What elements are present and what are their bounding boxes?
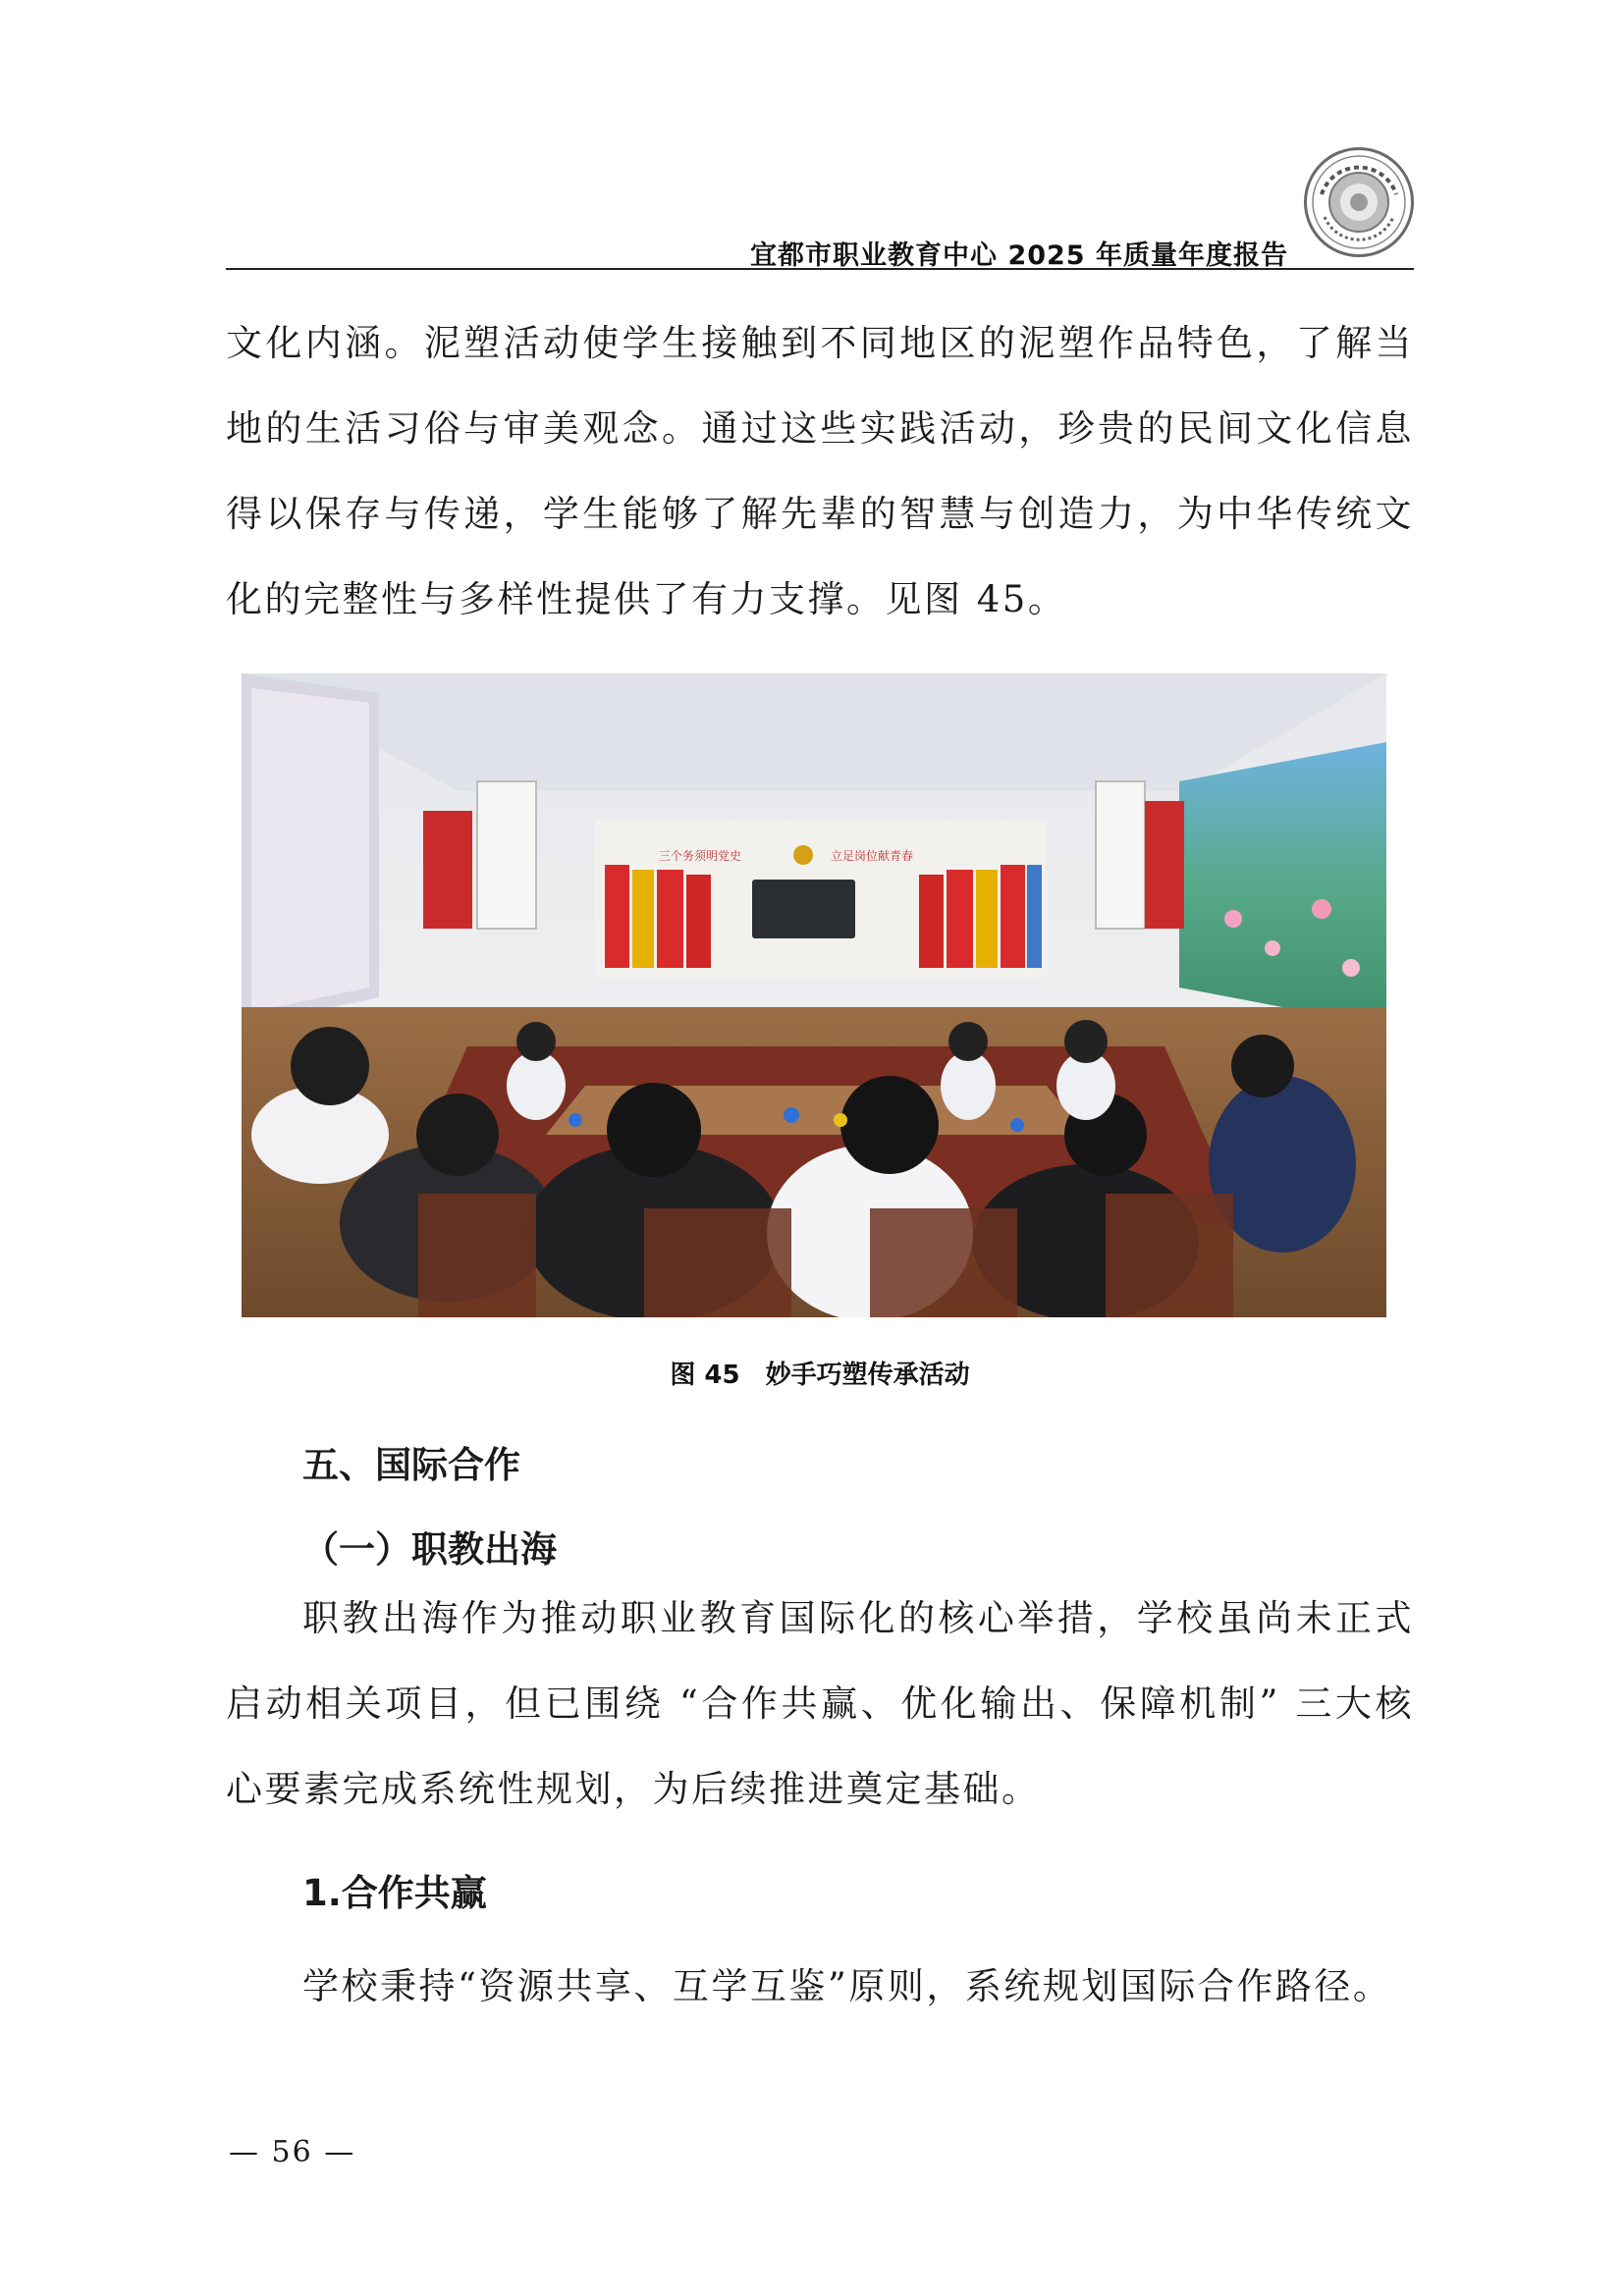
banner-left-text: 三个务须明党史 [659, 849, 742, 863]
school-logo [1304, 147, 1414, 257]
subsection-heading: （一）职教出海 [302, 1527, 557, 1571]
numbered-heading: 1.合作共赢 [302, 1872, 487, 1914]
paragraph-cooperation: 学校秉持“资源共享、互学互鉴”原则，系统规划国际合作路径。 [302, 1965, 1392, 2007]
header-divider [226, 268, 1414, 270]
page-header [226, 147, 1414, 270]
section-heading: 五、国际合作 [302, 1444, 520, 1486]
banner-right-text: 立足岗位献青春 [831, 849, 914, 863]
page-number: — 56 — [229, 2135, 356, 2169]
report-title: 宜都市职业教育中心 2025 年质量年度报告 [750, 240, 1288, 271]
paragraph-vocational-abroad: 职教出海作为推动职业教育国际化的核心举措，学校虽尚未正式启动相关项目，但已围绕 “合作共赢、优化输出、保障机制” 三大核心要素完成系统性规划，为后续推进奠定基础。 [226, 1597, 1414, 1810]
activity-photo [242, 673, 1386, 1317]
figure-caption: 图 45 妙手巧塑传承活动 [670, 1361, 970, 1390]
paragraph-culture: 文化内涵。泥塑活动使学生接触到不同地区的泥塑作品特色，了解当地的生活习俗与审美观念。通过这些实践活动，珍贵的民间文化信息得以保存与传递，学生能够了解先辈的智慧与创造力，为中华传统文化的完整性与多样性提供了有力支撑。见图 45。 [226, 322, 1414, 620]
